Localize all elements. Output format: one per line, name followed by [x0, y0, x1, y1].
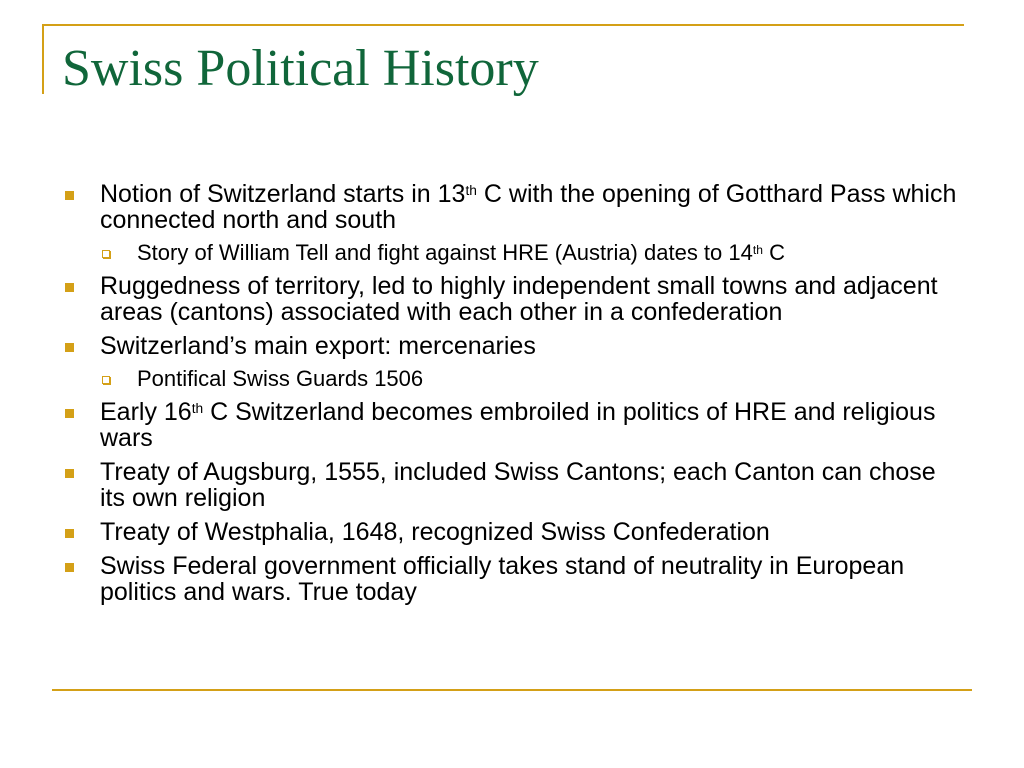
bullet-item	[60, 399, 960, 451]
top-rule	[42, 24, 964, 26]
sub-bullet-text: C	[762, 240, 785, 265]
square-bullet-icon	[65, 469, 74, 478]
bullet-text: Switzerland’s main export: mercenaries	[100, 332, 536, 360]
bullet-text: Early 16	[100, 398, 192, 426]
bullet-item	[60, 553, 960, 605]
sub-bullet-item	[60, 241, 960, 265]
superscript: th	[752, 242, 763, 257]
bullet-text: Notion of Switzerland starts in 13	[100, 180, 466, 208]
bottom-rule	[52, 689, 972, 691]
bullet-item	[60, 519, 960, 545]
sub-bullet-text: Pontifical Swiss Guards 1506	[137, 366, 424, 391]
bullet-text: C Switzerland becomes embroiled in politics of HRE and religious wars	[100, 398, 936, 452]
superscript: th	[465, 183, 477, 199]
bullet-text: Ruggedness of territory, led to highly independent small towns and adjacent areas (cantons) associated with each other in a confederation	[100, 272, 938, 326]
bullet-item	[60, 333, 960, 359]
square-bullet-icon	[65, 563, 74, 572]
square-bullet-icon	[65, 283, 74, 292]
bullet-item	[60, 273, 960, 325]
bullet-item	[60, 459, 960, 511]
sub-bullet-item	[60, 367, 960, 391]
bullet-text: Treaty of Westphalia, 1648, recognized Swiss Confederation	[100, 518, 770, 546]
bullet-text: Swiss Federal government officially takes stand of neutrality in European politics and wars. True today	[100, 552, 905, 606]
slide-title: Swiss Political History	[62, 40, 539, 97]
bullet-item	[60, 181, 960, 233]
hollow-square-bullet-icon	[102, 250, 110, 258]
sub-bullet-text: Story of William Tell and fight against HRE (Austria) dates to 14	[137, 240, 753, 265]
bullet-list	[60, 181, 960, 605]
left-rule	[42, 24, 44, 94]
bullet-text: Treaty of Augsburg, 1555, included Swiss Cantons; each Canton can chose its own religion	[100, 458, 936, 512]
square-bullet-icon	[65, 529, 74, 538]
square-bullet-icon	[65, 191, 74, 200]
bullet-text: C with the opening of Gotthard Pass which connected north and south	[100, 180, 957, 234]
superscript: th	[191, 401, 204, 417]
square-bullet-icon	[65, 343, 74, 352]
hollow-square-bullet-icon	[102, 376, 110, 384]
square-bullet-icon	[65, 409, 74, 418]
